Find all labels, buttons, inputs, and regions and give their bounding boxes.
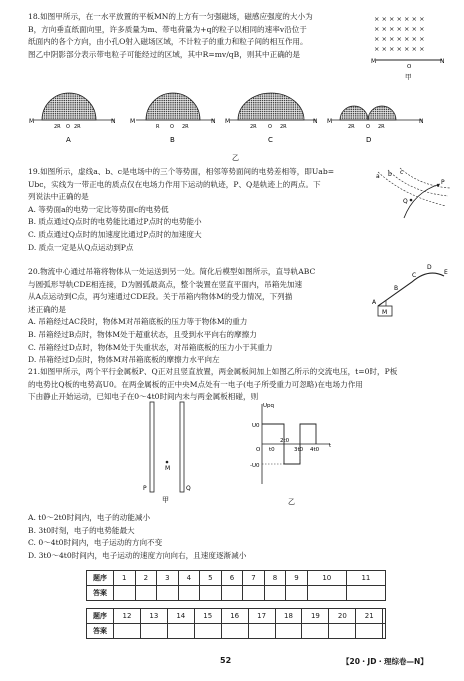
svg-text:× × × × × × ×: × × × × × × ×: [374, 25, 425, 33]
svg-text:× × × × × × ×: × × × × × × ×: [374, 45, 425, 53]
option-a-diagram: [29, 93, 116, 144]
answer-cell[interactable]: [157, 586, 179, 601]
svg-text:C: C: [412, 272, 417, 279]
svg-text:U0: U0: [252, 423, 260, 429]
svg-text:2R: 2R: [74, 124, 81, 130]
q20-option-c: C. 吊箱经过D点时，物体M处于失重状态，对吊箱底板的压力小于其重力: [28, 342, 273, 352]
plate-q: [180, 402, 184, 492]
q21-figure-jia: [140, 400, 196, 504]
answer-cell[interactable]: [302, 624, 329, 639]
table-row: 答案: [87, 586, 386, 601]
svg-text:A: A: [372, 299, 377, 306]
equipotential-b: [388, 170, 448, 196]
option-c-diagram: [225, 93, 318, 144]
svg-text:M: M: [130, 118, 136, 125]
page-number: 52: [220, 656, 232, 665]
svg-text:2R: 2R: [348, 124, 355, 130]
q19-option-c: C. 质点通过Q点时的加速度比通过P点时的加速度大: [28, 229, 202, 239]
svg-text:N: N: [313, 118, 318, 125]
question-21-options: [28, 512, 448, 562]
answer-cell[interactable]: [307, 586, 346, 601]
svg-text:c: c: [400, 169, 404, 176]
option-a-label: A: [66, 136, 71, 144]
label-o: O: [407, 64, 412, 70]
svg-text:M: M: [327, 118, 333, 125]
question-19: [28, 166, 376, 254]
label-n: N: [440, 58, 445, 65]
svg-text:3t0: 3t0: [294, 447, 304, 453]
q21-line-3: 下由静止开始运动，已知电子在0～4t0时间内未与两金属板相碰，则: [28, 392, 259, 402]
svg-text:N: N: [211, 118, 216, 125]
q21-option-a: A. t0～2t0时间内，电子的动能减小: [28, 513, 151, 522]
answer-cell[interactable]: [167, 624, 194, 639]
q20-option-b: B. 吊箱经过B点时，物体M处于超重状态，且受到水平向右的摩擦力: [28, 329, 257, 339]
svg-text:B: B: [394, 285, 399, 292]
q20-figure: [372, 260, 454, 320]
svg-text:Q: Q: [403, 198, 408, 205]
svg-text:2R: 2R: [182, 124, 189, 130]
svg-text:-U0: -U0: [250, 463, 260, 469]
table-row: 题序 12 13 14 15 16 17 18 19 20 21: [87, 609, 386, 624]
table-row: 答案: [87, 624, 386, 639]
q20-option-d: D. 吊箱经过D点时，物体M对吊箱底板的摩擦力水平向左: [28, 355, 220, 365]
table-row: 题序 1 2 3 4 5 6 7 8 9 10 11: [87, 571, 386, 586]
option-b-label: B: [170, 136, 175, 144]
answer-cell[interactable]: [135, 586, 157, 601]
answer-cell[interactable]: [264, 586, 286, 601]
point-m: [166, 461, 169, 464]
q18-figure-yi: [28, 84, 438, 166]
q18-figure-jia: [372, 12, 446, 82]
q19-line-1: 19.如图所示，虚线a、b、c是电场中的三个等势面，相邻等势面间的电势差相等，即Uab=: [28, 167, 335, 176]
answer-cell[interactable]: [356, 624, 383, 639]
q19-figure: [374, 166, 452, 224]
answer-table-2: [86, 608, 386, 639]
svg-text:t: t: [329, 443, 332, 449]
answer-cell[interactable]: [114, 586, 136, 601]
option-d-label: D: [366, 136, 372, 144]
q20-option-a: A. 吊箱经过AC段时，物体M对吊箱底板的压力等于物体M的重力: [28, 317, 248, 327]
q18-line-2: B，方向垂直纸面向里，许多质量为m、带电荷量为+q的粒子以相同的速率v沿位于: [28, 24, 307, 34]
fig-jia-label: 甲: [405, 73, 412, 81]
q21-option-d: D. 3t0～4t0时间内，电子运动的速度方向向右，且速度逐渐减小: [28, 550, 247, 560]
plate-p: [150, 402, 154, 492]
svg-text:O: O: [256, 447, 261, 453]
svg-text:M: M: [29, 118, 35, 125]
q19-option-a: A. 等势面a的电势一定比等势面c的电势低: [28, 204, 169, 214]
svg-text:× × × × × × ×: × × × × × × ×: [374, 15, 425, 23]
svg-text:P: P: [143, 485, 147, 492]
svg-text:N: N: [111, 118, 116, 125]
answer-cell[interactable]: [248, 624, 275, 639]
svg-text:a: a: [376, 173, 380, 180]
svg-text:O: O: [268, 124, 272, 130]
svg-text:2R: 2R: [54, 124, 61, 130]
q21-figure-yi: [250, 398, 336, 510]
q19-line-2: Ubc，实线为一带正电的质点仅在电场力作用下运动的轨迹，P、Q是轨迹上的两点。下: [28, 179, 321, 189]
q21-option-c: C. 0～4t0时间内，电子运动的方向不变: [28, 538, 163, 548]
answer-cell[interactable]: [329, 624, 356, 639]
svg-text:4t0: 4t0: [310, 447, 320, 453]
q19-option-d: D. 质点一定是从Q点运动到P点: [28, 242, 134, 252]
q21-line-2: 的电势比Q板的电势高U0。在两金属板的正中央M点处有一电子(电子所受重力可忽略)在电场力作用: [28, 379, 363, 389]
option-b-diagram: [130, 93, 216, 144]
answer-table-1: [86, 570, 386, 601]
trajectory: [404, 184, 440, 218]
q18-line-1: 18.如图甲所示，在一水平放置的平板MN的上方有一匀强磁场，磁感应强度的大小为: [28, 12, 313, 21]
question-18: [28, 11, 373, 61]
svg-text:E: E: [444, 269, 448, 276]
fig-yi-label: 乙: [232, 154, 239, 162]
svg-text:2R: 2R: [378, 124, 385, 130]
option-c-label: C: [268, 136, 273, 144]
answer-cell[interactable]: [114, 624, 141, 639]
question-20: [28, 266, 368, 367]
answer-cell[interactable]: [200, 586, 222, 601]
q21-option-b: B. 3t0时刻，电子的电势能最大: [28, 525, 135, 535]
answer-cell[interactable]: [178, 586, 200, 601]
svg-text:2R: 2R: [280, 124, 287, 130]
question-21: [28, 366, 448, 404]
option-d-diagram: [327, 106, 424, 144]
q18-line-4: 图乙中阴影部分表示带电粒子可能经过的区域，其中R=mv/qB，则其中正确的是: [28, 49, 300, 59]
svg-text:乙: 乙: [288, 498, 295, 506]
answer-cell[interactable]: [194, 624, 221, 639]
svg-text:甲: 甲: [162, 496, 169, 504]
svg-text:O: O: [366, 124, 370, 130]
svg-text:2R: 2R: [250, 124, 257, 130]
svg-text:2t0: 2t0: [280, 438, 290, 444]
svg-text:Q: Q: [186, 485, 191, 492]
svg-text:O: O: [66, 124, 70, 130]
magnetic-field-crosses: [374, 15, 425, 53]
svg-text:b: b: [388, 171, 392, 178]
svg-text:R: R: [156, 124, 160, 130]
svg-text:D: D: [427, 264, 432, 271]
svg-text:P: P: [441, 179, 445, 186]
q21-line-1: 21.如图甲所示，两个平行金属板P、Q正对且竖直放置，两金属板间加上如图乙所示的交流电压，t=0时，P板: [28, 367, 398, 376]
svg-text:Upq: Upq: [263, 403, 275, 409]
q20-line-2: 与圆弧形导轨CDE相连接，D为圆弧最高点，整个装置在竖直平面内，吊箱先加速: [28, 279, 303, 289]
paper-tag: 【20・JD・理综卷—N】: [342, 657, 428, 666]
q20-line-3: 从A点运动到C点，再匀速通过CDE段。关于吊箱内物体M的受力情况，下列描: [28, 292, 293, 302]
svg-text:t0: t0: [269, 447, 275, 453]
svg-text:M: M: [165, 465, 171, 472]
answer-cell[interactable]: [140, 624, 167, 639]
answer-cell[interactable]: [286, 586, 308, 601]
label-m: M: [371, 58, 377, 65]
answer-cell[interactable]: [221, 624, 248, 639]
svg-text:M: M: [225, 118, 231, 125]
answer-cell[interactable]: [346, 586, 385, 601]
svg-text:O: O: [170, 124, 174, 130]
svg-text:× × × × × × ×: × × × × × × ×: [374, 35, 425, 43]
q19-option-b: B. 质点通过Q点时的电势能比通过P点时的电势能小: [28, 217, 202, 227]
answer-cell[interactable]: [275, 624, 302, 639]
svg-text:N: N: [419, 118, 424, 125]
answer-cell[interactable]: [243, 586, 265, 601]
q20-line-4: 述正确的是: [28, 304, 66, 314]
q18-line-3: 纸面内的各个方向，由小孔O射入磁场区域，不计粒子的重力和粒子间的相互作用。: [28, 37, 308, 47]
answer-cell[interactable]: [221, 586, 243, 601]
q19-line-3: 列说法中正确的是: [28, 192, 89, 202]
q20-line-1: 20.物流中心通过吊箱将物体从一处运送到另一处。简化后模型如图所示，直导轨ABC: [28, 267, 316, 276]
svg-text:M: M: [382, 309, 388, 316]
rail: [378, 273, 444, 306]
